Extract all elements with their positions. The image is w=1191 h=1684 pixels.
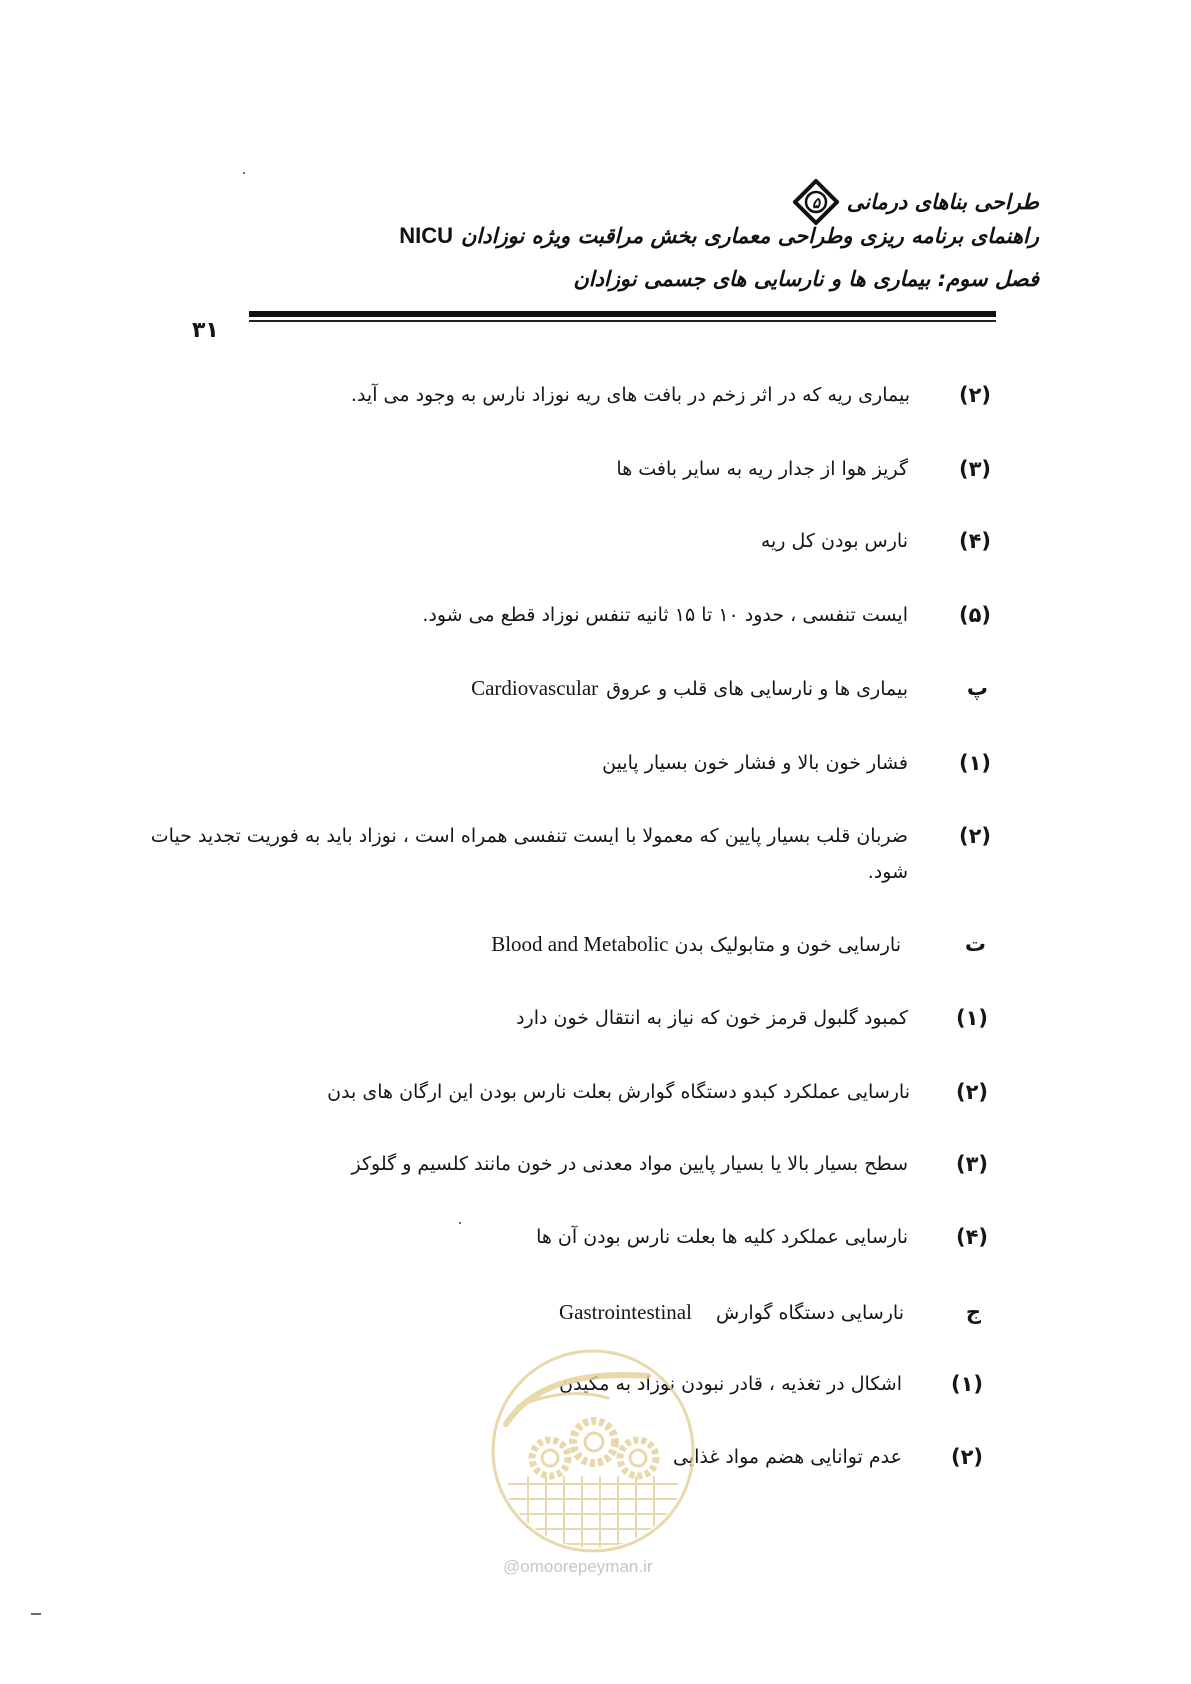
item-marker: (۱) <box>955 1006 988 1030</box>
item-text: سطح بسیار بالا یا بسیار پایین مواد معدنی در خون مانند کلسیم و گلوکز <box>351 1153 908 1175</box>
item-latin-term: Cardiovascular <box>471 676 599 700</box>
book-title-latin: NICU <box>399 223 453 248</box>
item-text: نارسایی عملکرد کبدو دستگاه گوارش بعلت نارس بودن این ارگان های بدن <box>327 1081 910 1103</box>
header-rule <box>249 311 996 317</box>
item-marker: (۲) <box>955 1080 988 1104</box>
series-number: ۵ <box>811 194 820 212</box>
item-marker: (۴) <box>955 1225 988 1249</box>
item-text: نارسایی دستگاه گوارش <box>715 1302 904 1324</box>
header-rule-thin <box>249 320 996 322</box>
item-text: ضربان قلب بسیار پایین که معمولا با ایست تنفسی همراه است ، نوزاد باید به فوریت تجدید حیات <box>150 825 908 847</box>
scan-speck <box>459 1222 461 1224</box>
list-item <box>516 1002 908 1034</box>
list-item <box>327 1076 910 1108</box>
section-heading <box>471 672 908 705</box>
item-text: بیماری ریه که در اثر زخم در بافت های ریه نوزاد نارس به وجود می آید. <box>350 384 910 406</box>
item-marker: (۲) <box>950 1445 983 1469</box>
list-item <box>151 820 908 852</box>
item-text: کمبود گلبول قرمز خون که نیاز به انتقال خون دارد <box>516 1007 908 1029</box>
section-heading <box>491 928 901 961</box>
watermark-grid <box>508 1476 678 1551</box>
section-marker: ت <box>964 932 986 956</box>
scan-speck <box>31 1613 41 1615</box>
list-item <box>761 525 908 557</box>
chapter-title: فصل سوم: بیماری ها و نارسایی های جسمی نوزادان <box>573 267 1039 291</box>
item-text: عدم توانایی هضم مواد غذایی <box>672 1446 902 1468</box>
page-number: ۳۱ <box>192 318 219 343</box>
watermark-url: @omoorepeyman.ir <box>503 1557 653 1576</box>
list-item <box>602 747 908 779</box>
item-text: نارس بودن کل ریه <box>760 530 908 552</box>
item-text: نارسایی خون و متابولیک بدن <box>674 934 901 956</box>
section-marker: پ <box>966 676 988 700</box>
list-item <box>351 379 910 411</box>
item-text: اشکال در تغذیه ، قادر نبودن نوزاد به مکیدن <box>559 1373 902 1395</box>
item-marker: (۲) <box>958 824 991 848</box>
item-text: گریز هوا از جدار ریه به سایر بافت ها <box>616 458 908 480</box>
item-marker: (۳) <box>958 457 991 481</box>
item-latin-term: Gastrointestinal <box>558 1300 692 1324</box>
item-marker: (۱) <box>950 1372 983 1396</box>
series-title-line <box>793 180 1039 224</box>
section-heading <box>559 1296 904 1329</box>
list-item <box>351 1148 908 1180</box>
watermark-logo-icon <box>488 1346 698 1556</box>
item-text: ایست تنفسی ، حدود ۱۰ تا ۱۵ ثانیه تنفس نوزاد قطع می شود. <box>422 604 908 626</box>
item-text: فشار خون بالا و فشار خون بسیار پایین <box>602 752 908 774</box>
series-number-badge-icon <box>793 179 839 225</box>
series-title: طراحی بناهای درمانی <box>846 190 1039 214</box>
item-marker: (۱) <box>958 751 991 775</box>
item-text-continuation: شود. <box>867 861 908 883</box>
section-marker: ج <box>965 1300 981 1324</box>
item-marker: (۳) <box>955 1152 988 1176</box>
watermark-swoosh <box>506 1375 648 1424</box>
item-marker: (۵) <box>958 603 991 627</box>
list-item <box>673 1441 902 1473</box>
list-item <box>536 1221 908 1253</box>
list-item <box>616 453 908 485</box>
item-marker: (۴) <box>958 529 991 553</box>
book-title: راهنمای برنامه ریزی وطراحی معماری بخش مراقبت ویژه نوزادان <box>461 224 1039 248</box>
item-text: بیماری ها و نارسایی های قلب و عروق <box>606 678 908 700</box>
list-item-continuation <box>868 856 908 888</box>
item-marker: (۲) <box>958 383 991 407</box>
scan-speck <box>243 172 245 174</box>
list-item <box>422 599 908 631</box>
book-title-line <box>399 221 1039 251</box>
item-text: نارسایی عملکرد کلیه ها بعلت نارس بودن آن ها <box>536 1226 908 1248</box>
item-latin-term: Blood and Metabolic <box>491 932 669 956</box>
watermark-gears <box>532 1421 656 1476</box>
